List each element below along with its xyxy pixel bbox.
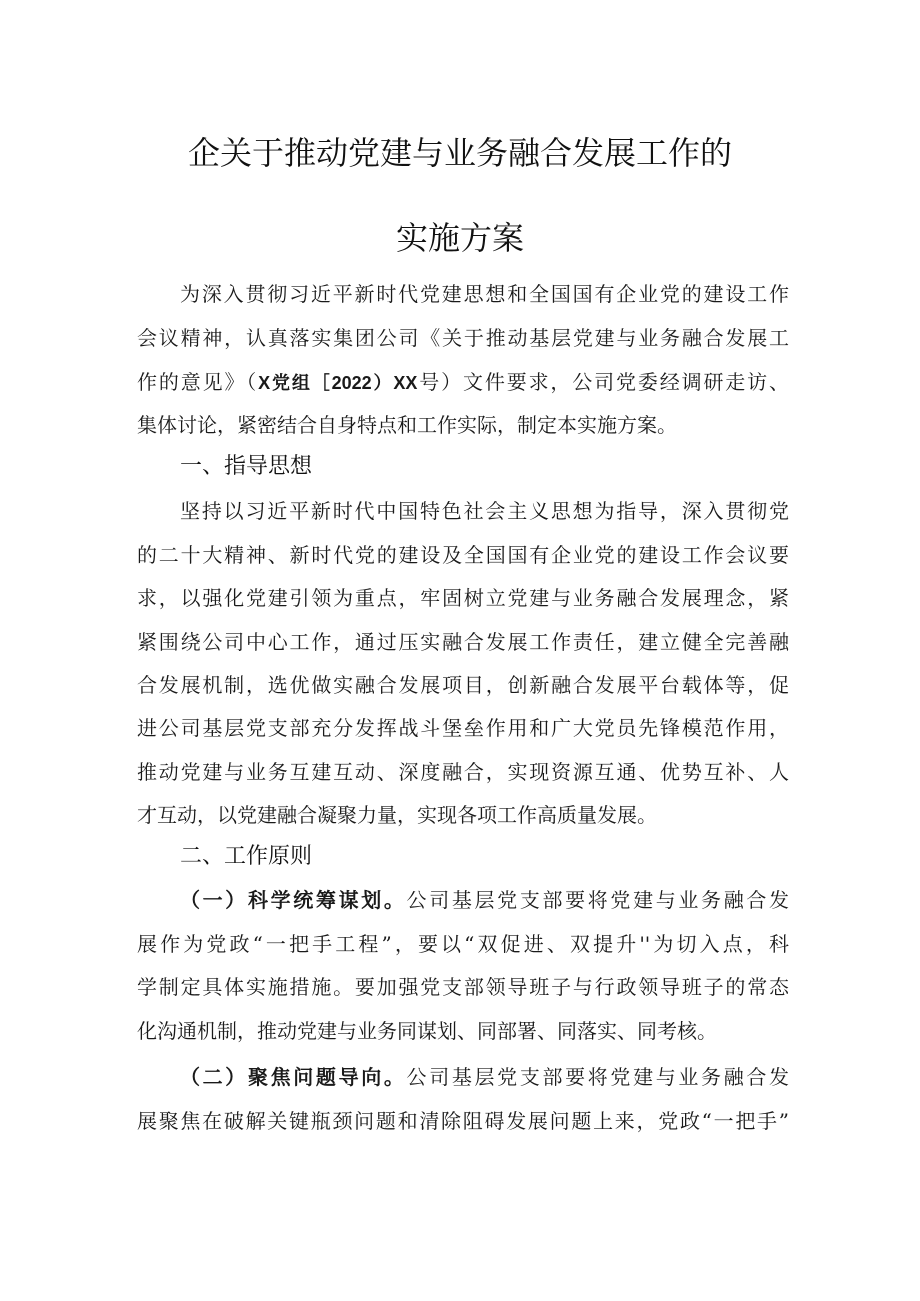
intro-line-3-b: 号）文件要求，公司党委经调研走访、 [417, 370, 790, 394]
section-1-heading: 一、指导思想 [180, 454, 313, 479]
intro-line-3 [137, 368, 789, 397]
section-2-item-2-line-2: 展聚焦在破解关键瓶颈问题和清除阻碍发展问题上来，党政“一把手” [137, 1109, 789, 1133]
document-number: X党组［2022）XX [258, 373, 418, 393]
intro-line-3-a: 作的意见》（ [137, 370, 259, 394]
section-1-line-7: 推动党建与业务互建互动、深度融合，实现资源互通、优势互补、人 [137, 760, 789, 784]
section-2-item-2-line-1 [180, 1063, 789, 1091]
section-2-item-1-line-4: 化沟通机制，推动党建与业务同谋划、同部署、同落实、同考核。 [137, 1019, 717, 1043]
section-1-line-4: 紧围绕公司中心工作，通过压实融合发展工作责任，建立健全完善融 [137, 630, 789, 654]
section-2-item-1-label: （一）科学统筹谋划。 [180, 888, 407, 912]
intro-line-4: 集体讨论，紧密结合自身特点和工作实际，制定本实施方案。 [137, 413, 677, 437]
section-1-line-3: 求，以强化党建引领为重点，牢固树立党建与业务融合发展理念，紧 [137, 586, 789, 610]
section-2-item-2-label: （二）聚焦问题导向。 [180, 1065, 407, 1089]
section-1-line-1: 坚持以习近平新时代中国特色社会主义思想为指导，深入贯彻党 [180, 499, 789, 523]
section-1-line-2: 的二十大精神、新时代党的建设及全国国有企业党的建设工作会议要 [137, 543, 789, 567]
intro-line-1: 为深入贯彻习近平新时代党建思想和全国国有企业党的建设工作 [180, 282, 789, 306]
section-2-item-1-line-1 [180, 886, 789, 914]
section-2-item-1-first-rest: 公司基层党支部要将党建与业务融合发 [406, 888, 790, 912]
section-1-line-5: 合发展机制，选优做实融合发展项目，创新融合发展平台载体等，促 [137, 673, 789, 697]
document-title-line-1: 企关于推动党建与业务融合发展工作的 [187, 134, 732, 172]
section-1-line-6: 进公司基层党支部充分发挥战斗堡垒作用和广大党员先锋模范作用， [137, 716, 789, 740]
intro-line-2: 会议精神，认真落实集团公司《关于推动基层党建与业务融合发展工 [137, 326, 789, 350]
section-2-heading: 二、工作原则 [180, 844, 313, 869]
section-2-item-2-first-rest: 公司基层党支部要将党建与业务融合发 [406, 1065, 790, 1089]
document-title-line-2: 实施方案 [395, 219, 524, 257]
section-2-item-1-line-2: 展作为党政“一把手工程”，要以“双促进、双提升''为切入点，科 [137, 932, 789, 956]
section-2-item-1-line-3: 学制定具体实施措施。要加强党支部领导班子与行政领导班子的常态 [137, 975, 789, 999]
section-1-line-8: 才互动，以党建融合凝聚力量，实现各项工作高质量发展。 [137, 803, 657, 827]
